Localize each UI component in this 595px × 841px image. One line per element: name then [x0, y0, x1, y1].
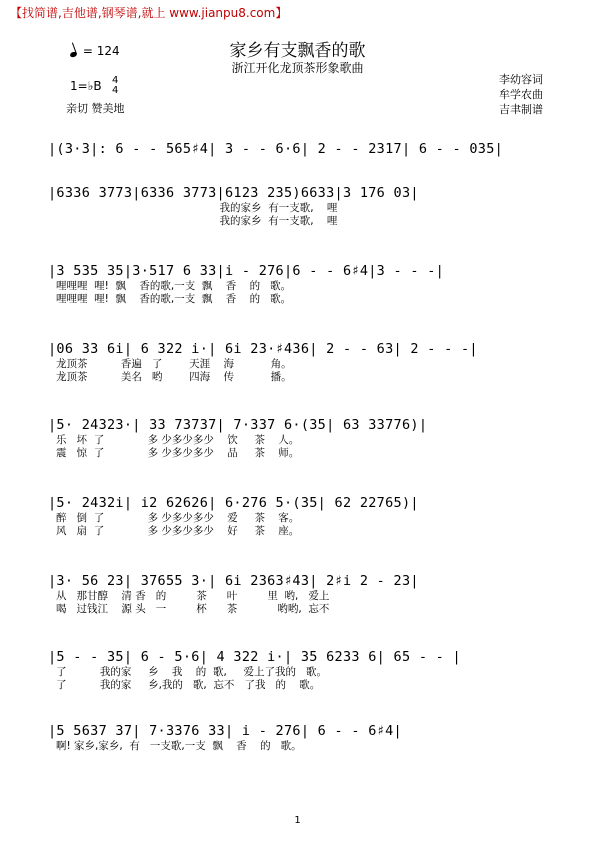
notation-line: |5· 24323·| 33 73737| 7·337 6·(35| 63 33776)| [48, 417, 428, 433]
staff-line-9 [48, 722, 548, 753]
staff-line-5 [48, 416, 548, 460]
staff-line-1 [48, 140, 548, 158]
lyric-verse-1: 从 那甘醇 清 香 的 茶 叶 里 哟, 爱上 [56, 590, 330, 602]
expression-marking: 亲切 赞美地 [66, 102, 125, 115]
page-number: 1 [294, 815, 301, 826]
lyricist-credit: 李幼容词 [499, 73, 543, 86]
staff-line-4 [48, 340, 548, 384]
lyric-verse-1: 啊! 家乡,家乡, 有 一支歌,一支 飘 香 的 歌。 [56, 740, 302, 752]
lyric-verse-2: 震 惊 了 多 少多少多少 品 茶 师。 [56, 447, 300, 459]
composer-credit: 牟学农曲 [499, 88, 543, 101]
tempo-value: = 124 [82, 44, 120, 58]
lyric-verse-2: 龙顶茶 美名 哟 四海 传 播。 [56, 371, 292, 383]
lyric-verse-1: 醉 倒 了 多 少多少多少 爱 茶 客。 [56, 512, 300, 524]
lyric-verse-2: 了 我的家 乡,我的 歌, 忘不 了我 的 歌。 [56, 679, 321, 691]
notation-line: |5 - - 35| 6 - 5·6| 4 322 i·| 35 6233 6| 65 - - | [48, 649, 461, 665]
key-signature: 1=♭B [70, 79, 102, 93]
notation-line: |(3·3|: 6 - - 565♯4| 3 - - 6·6| 2 - - 2317| 6 - - 035| [48, 141, 504, 157]
notation-line: |5· 2432i| i2 62626| 6·276 5·(35| 62 22765)| [48, 495, 419, 511]
lyric-verse-1: 我的家乡 有一支歌, 哩 [56, 202, 338, 214]
lyric-verse-2: 风 扇 了 多 少多少多少 好 茶 座。 [56, 525, 300, 537]
lyric-verse-1: 龙顶茶 香遍 了 天涯 海 角。 [56, 358, 292, 370]
lyric-verse-1: 哩哩哩 哩! 飘 香的歌,一支 飘 香 的 歌。 [56, 280, 292, 292]
notation-line: |3· 56 23| 37655 3·| 6i 2363♯43| 2♯i 2 - 23| [48, 573, 419, 589]
notation-line: |3 535 35|3·517 6 33|i - 276|6 - - 6♯4|3 - - -| [48, 263, 445, 279]
lyric-verse-1: 了 我的家 乡 我 的 歌, 爱上了我的 歌。 [56, 666, 327, 678]
staff-line-2 [48, 184, 548, 228]
song-subtitle: 浙江开化龙顶茶形象歌曲 [231, 61, 364, 75]
song-title: 家乡有支飘香的歌 [229, 41, 366, 61]
notation-line: |06 33 6i| 6 322 i·| 6i 23·♯436| 2 - - 63| 2 - - -| [48, 341, 478, 357]
lyric-verse-2: 哩哩哩 哩! 飘 香的歌,一支 飘 香 的 歌。 [56, 293, 292, 305]
staff-line-8 [48, 648, 548, 692]
notation-line: |5 5637 37| 7·3376 33| i - 276| 6 - - 6♯4| [48, 723, 402, 739]
site-header-banner: 【找简谱,吉他谱,钢琴谱,就上 www.jianpu8.com】 [10, 6, 288, 20]
notation-line: |6336 3773|6336 3773|6123 235)6633|3 176 03| [48, 185, 419, 201]
time-signature [112, 76, 118, 96]
lyric-verse-2: 我的家乡 有一支歌, 哩 [56, 215, 338, 227]
time-signature-bottom: 4 [112, 85, 119, 96]
staff-line-7 [48, 572, 548, 616]
staff-line-3 [48, 262, 548, 306]
lyric-verse-1: 乐 坏 了 多 少多少多少 饮 茶 人。 [56, 434, 300, 446]
credits-block [499, 72, 543, 117]
time-signature-top: 4 [112, 75, 119, 86]
arranger-credit: 吉聿制谱 [499, 103, 543, 116]
lyric-verse-2: 喝 过钱江 源 头 一 杯 茶 哟哟, 忘不 [56, 603, 330, 615]
staff-line-6 [48, 494, 548, 538]
